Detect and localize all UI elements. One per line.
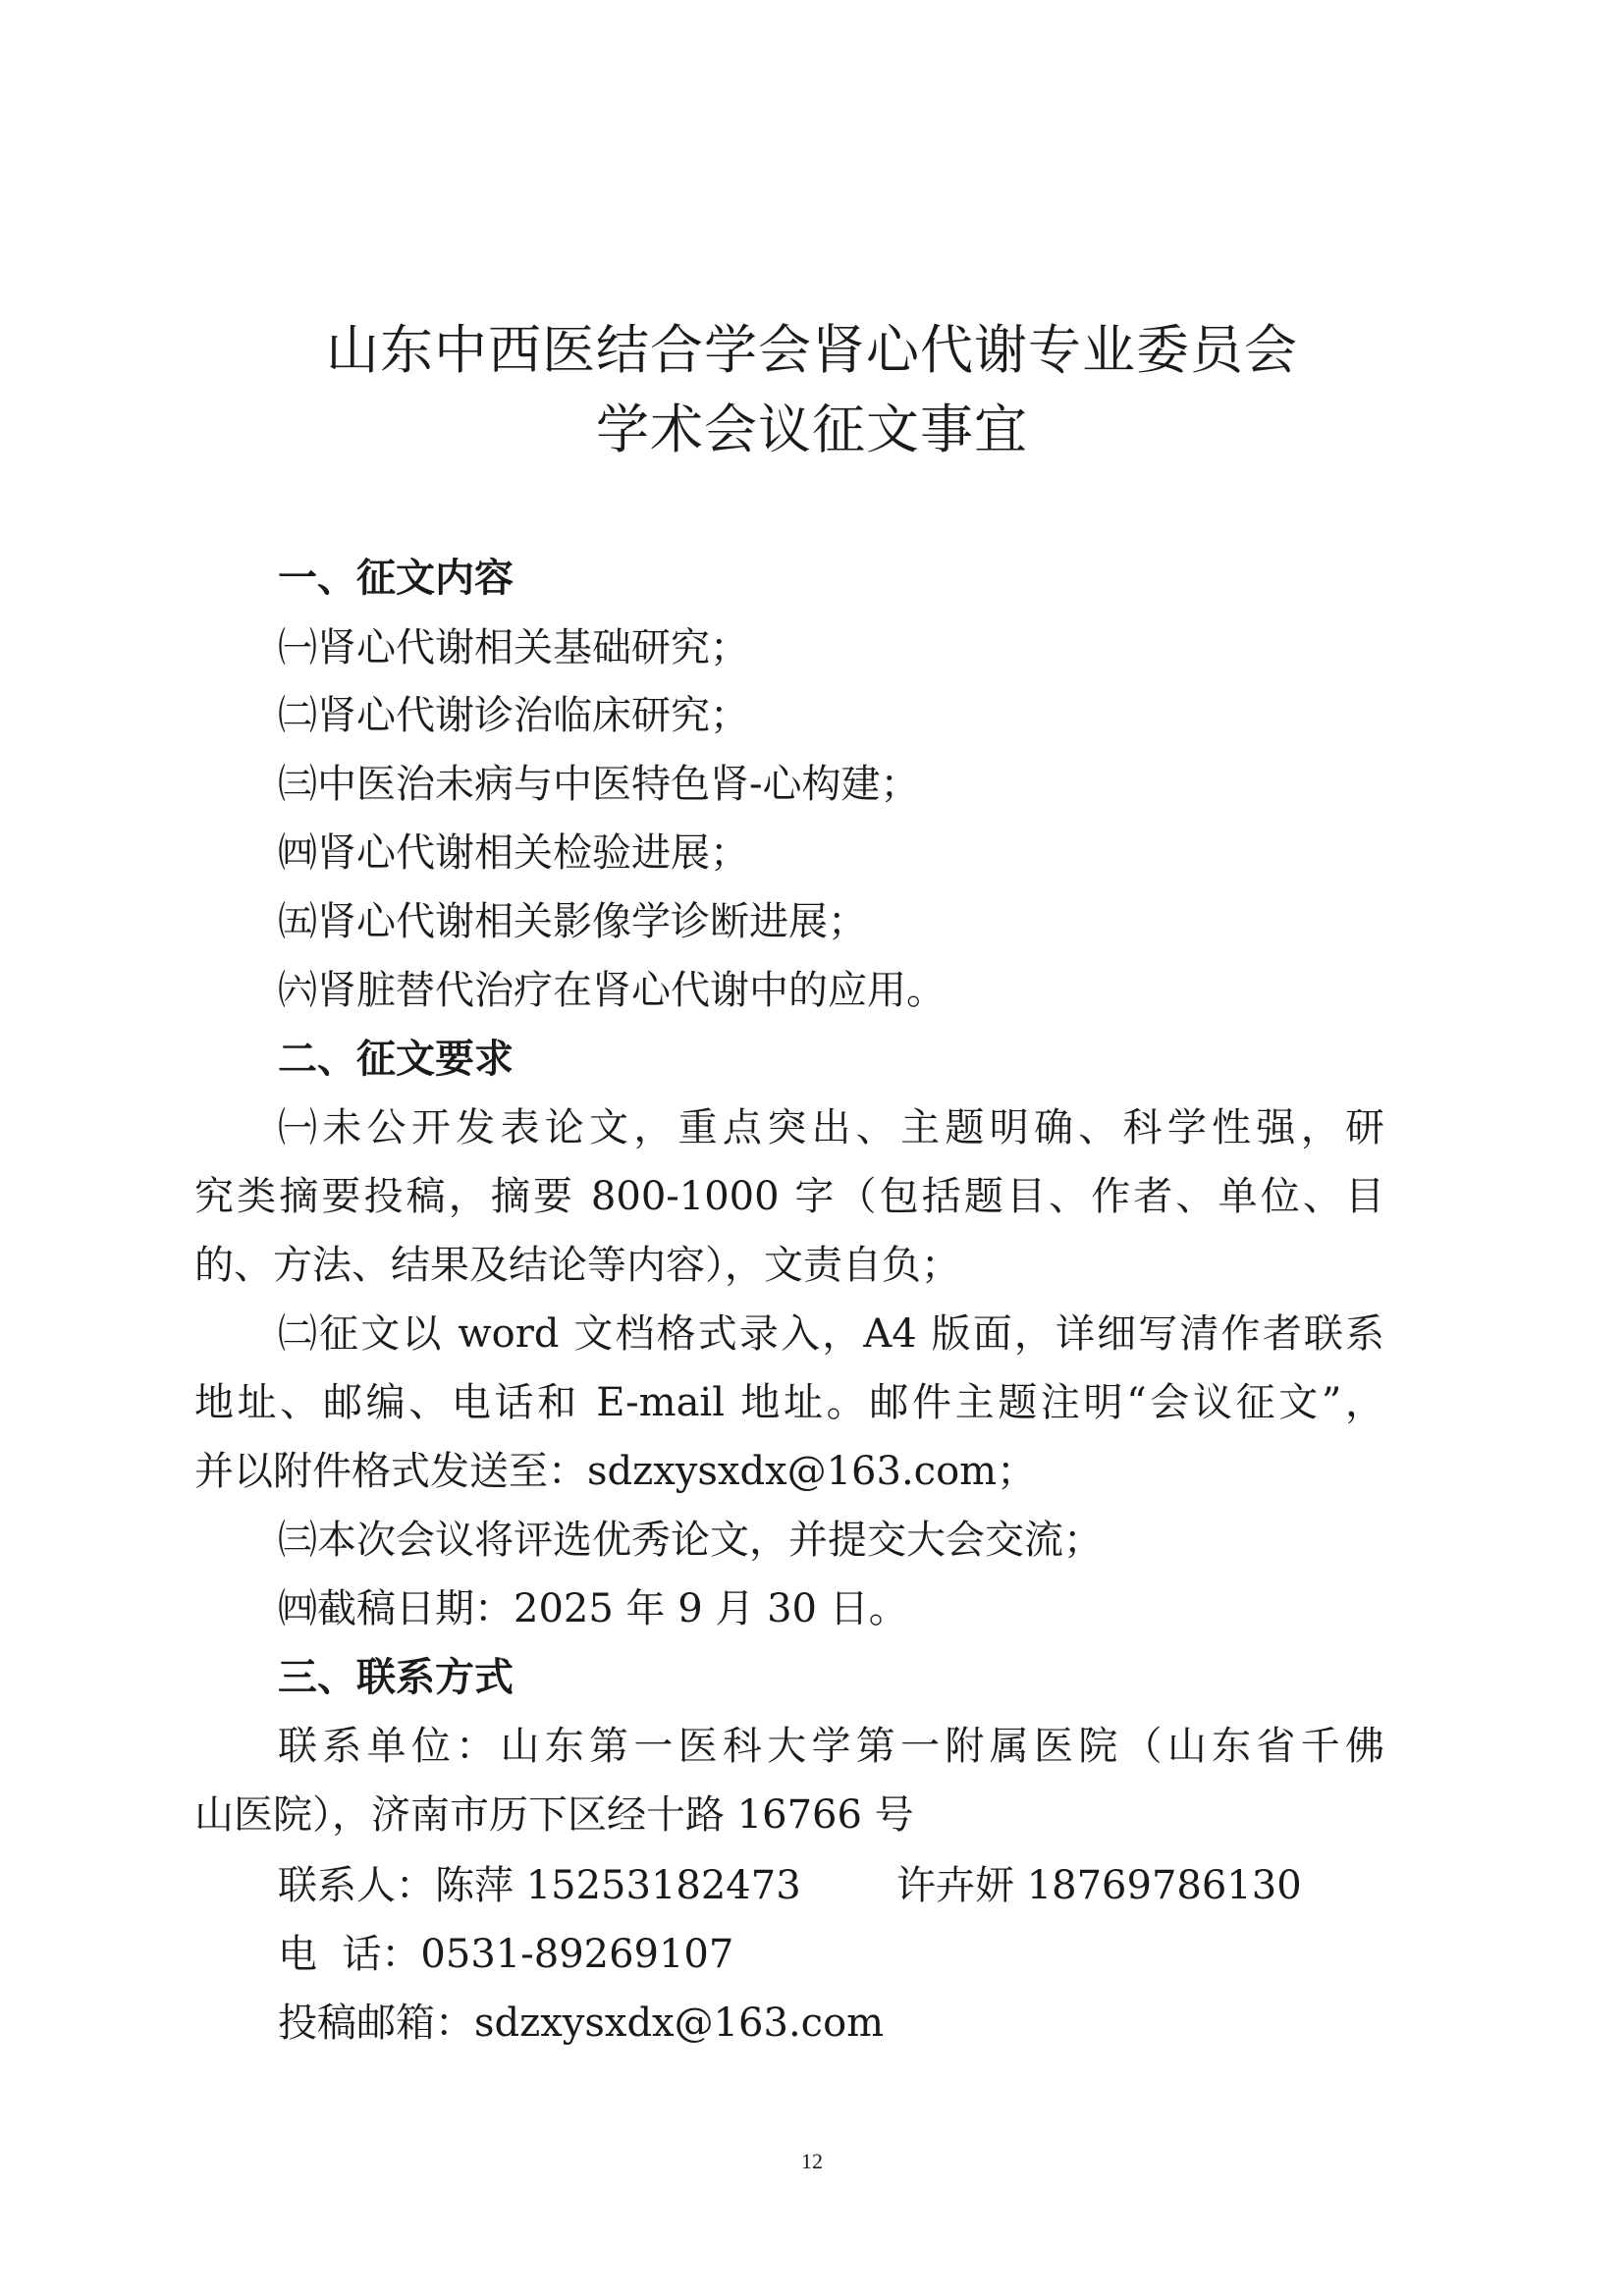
- section-2-paragraph-1-line: 究类摘要投稿，摘要 800-1000 字（包括题目、作者、单位、目: [194, 1174, 1384, 1219]
- section-1-item: ㈠肾心代谢相关基础研究；: [278, 625, 749, 670]
- document-title-line-1: 山东中西医结合学会肾心代谢专业委员会: [326, 319, 1298, 381]
- section-3-heading: 三、联系方式: [278, 1655, 514, 1700]
- section-1-item: ㈥肾脏替代治疗在肾心代谢中的应用。: [278, 968, 946, 1013]
- section-1-item: ㈡肾心代谢诊治临床研究；: [278, 693, 749, 738]
- contact-person-label: 联系人：: [278, 1863, 435, 1908]
- section-1-heading: 一、征文内容: [278, 556, 514, 601]
- section-2-paragraph-2-line: 地址、邮编、电话和 E-mail 地址。邮件主题注明“会议征文”，: [194, 1380, 1384, 1425]
- section-2-paragraph-2-line: 并以附件格式发送至：sdzxysxdx@163.com；: [194, 1449, 1037, 1494]
- contact-person-1: 陈萍 15253182473: [435, 1863, 801, 1908]
- contact-person-2: 许卉妍 18769786130: [896, 1863, 1302, 1908]
- section-2-paragraph-4: ㈣截稿日期：2025 年 9 月 30 日。: [278, 1586, 908, 1631]
- section-2-paragraph-1-line: ㈠未公开发表论文，重点突出、主题明确、科学性强，研: [278, 1105, 1384, 1150]
- section-1-item: ㈢中医治未病与中医特色肾-心构建；: [278, 762, 920, 807]
- page-number: 12: [801, 2149, 823, 2173]
- contact-unit-line: 联系单位：山东第一医科大学第一附属医院（山东省千佛: [278, 1724, 1384, 1769]
- section-2-paragraph-1-line: 的、方法、结果及结论等内容），文责自负；: [194, 1243, 960, 1288]
- section-1-item: ㈣肾心代谢相关检验进展；: [278, 830, 749, 876]
- document-title-line-2: 学术会议征文事宜: [596, 399, 1028, 460]
- submission-email: 投稿邮箱：sdzxysxdx@163.com: [278, 2001, 885, 2046]
- section-2-heading: 二、征文要求: [278, 1037, 514, 1082]
- section-2-paragraph-2-line: ㈡征文以 word 文档格式录入，A4 版面，详细写清作者联系: [278, 1311, 1384, 1357]
- contact-unit-line: 山医院），济南市历下区经十路 16766 号: [194, 1792, 914, 1838]
- section-1-item: ㈤肾心代谢相关影像学诊断进展；: [278, 899, 867, 944]
- contact-phone: 电 话：0531-89269107: [278, 1932, 734, 1977]
- section-2-paragraph-3: ㈢本次会议将评选优秀论文，并提交大会交流；: [278, 1518, 1103, 1563]
